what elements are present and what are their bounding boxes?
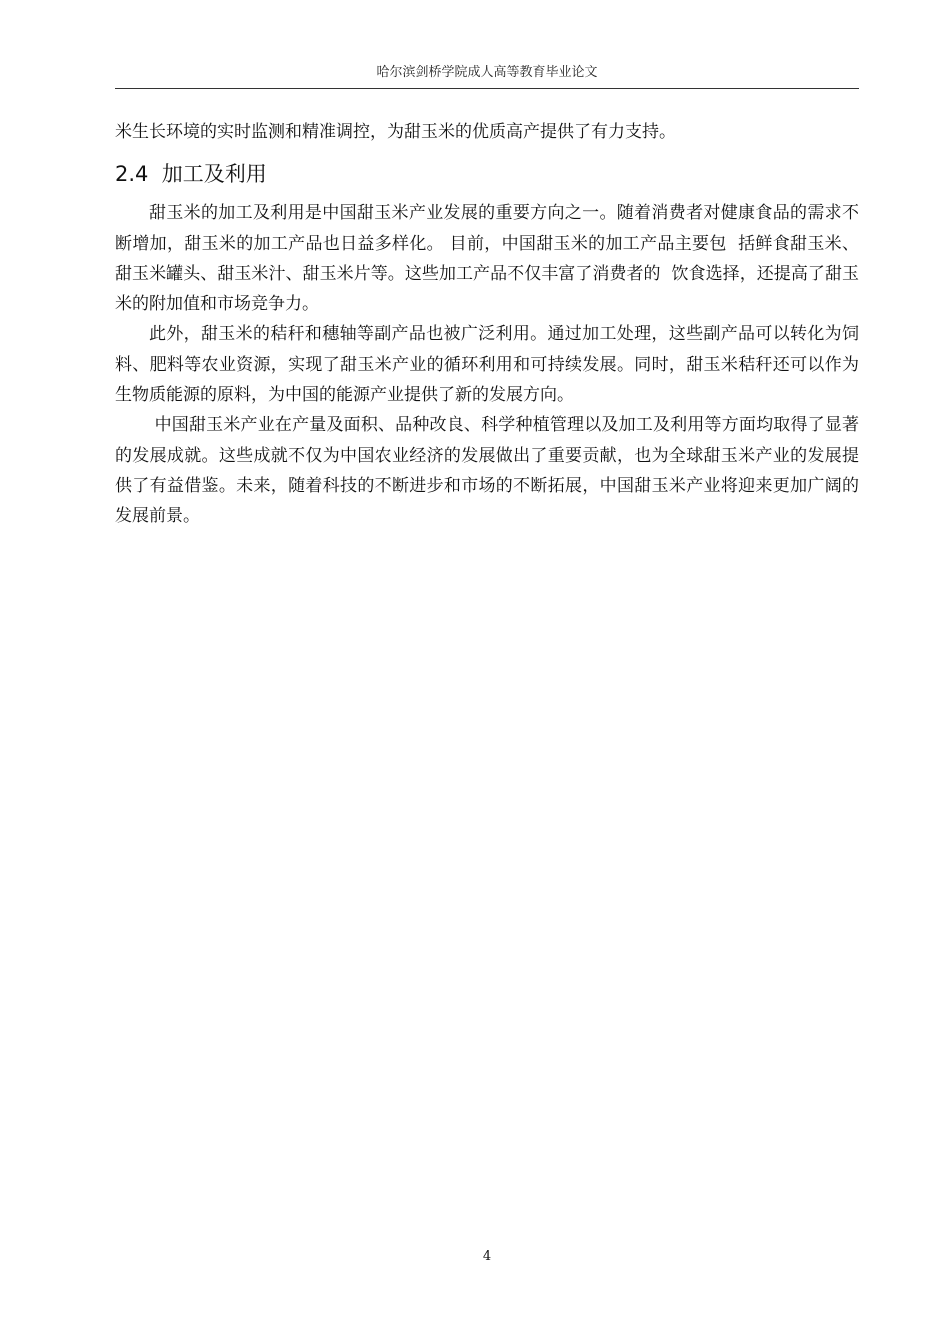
body-paragraph-3: 中国甜玉米产业在产量及面积、品种改良、科学种植管理以及加工及利用等方面均取得了显著的发展成就。这些成就不仅为中国农业经济的发展做出了重要贡献，也为全球甜玉米产业的发展提供了有益借鉴。未来，随着科技的不断进步和市场的不断拓展，中国甜玉米产业将迎来更加广阔的发展前景。 — [115, 415, 860, 527]
body-paragraph-1: 甜玉米的加工及利用是中国甜玉米产业发展的重要方向之一。随着消费者对健康食品的需求不断增加，甜玉米的加工产品也日益多样化。 目前，中国甜玉米的加工产品主要包 括鲜食甜玉米、甜玉米罐头、甜玉米汁、甜玉米片等。这些加工产品不仅丰富了消费者的 饮食选择，还提高了甜玉米的附加值和市场竞争力。 — [115, 203, 859, 315]
header-rule — [115, 88, 859, 89]
page-number: 4 — [482, 1249, 492, 1264]
page-body — [115, 117, 859, 532]
continuation-paragraph: 米生长环境的实时监测和精准调控，为甜玉米的优质高产提供了有力支持。 — [115, 122, 676, 142]
body-paragraph-2: 此外，甜玉米的秸秆和穗轴等副产品也被广泛利用。通过加工处理，这些副产品可以转化为饲料、肥料等农业资源，实现了甜玉米产业的循环利用和可持续发展。同时，甜玉米秸秆还可以作为生物质能源的原料，为中国的能源产业提供了新的发展方向。 — [115, 324, 859, 406]
page-header: 哈尔滨剑桥学院成人高等教育毕业论文 — [376, 65, 598, 80]
section-heading: 2.4 加工及利用 — [115, 162, 267, 187]
